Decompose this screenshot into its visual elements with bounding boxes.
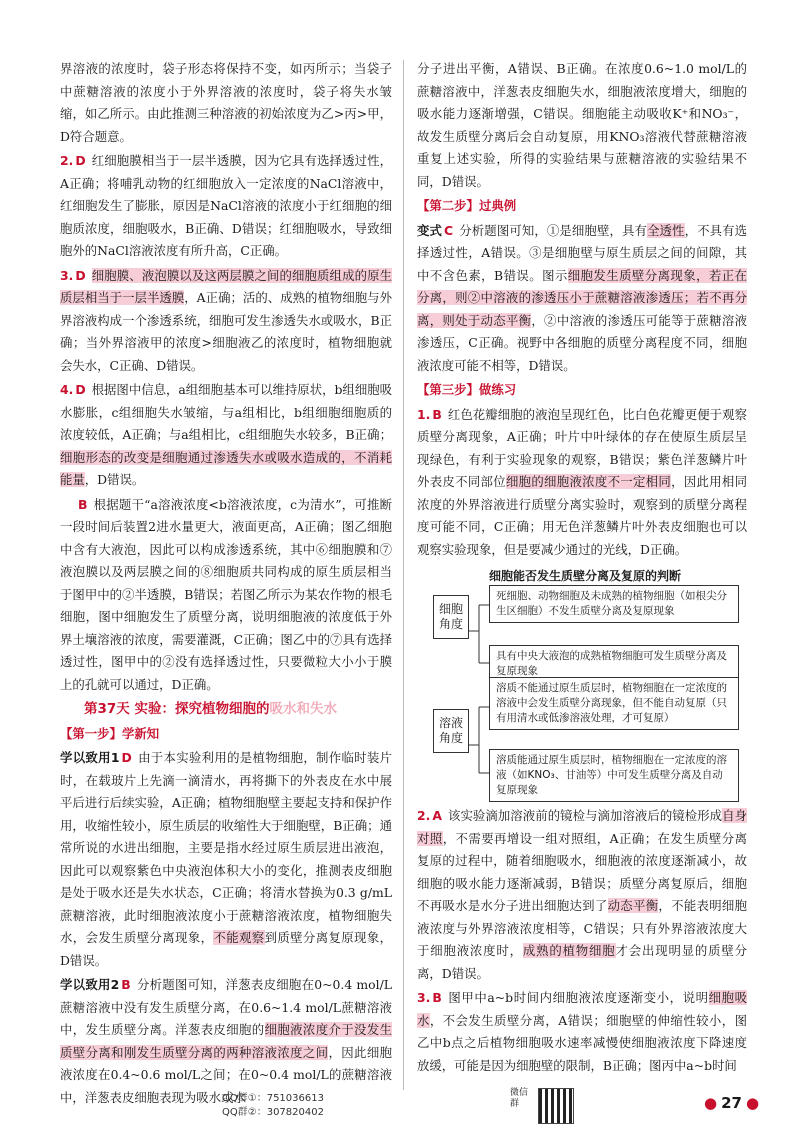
highlight: 动态平衡: [607, 898, 659, 913]
box-no-penetration: 溶质不能通过原生质层时，植物细胞在一定浓度的溶液中会发生质壁分离现象，但不能自动复原（只有用清水或低渗溶液处理，才可复原）: [489, 677, 739, 730]
tag-cell-angle: 细胞角度: [433, 595, 469, 639]
highlight: 细胞发生质壁分离现象，若正在分离，则②中溶液的渗透压小于蔗糖溶液渗透压；若不再分离，则处于动态平衡: [417, 267, 748, 328]
highlight: 细胞液浓度介于没发生质壁分离和刚发生质壁分离的两种溶液浓度之间: [60, 1022, 393, 1060]
paragraph-continued: 界溶液的浓度时，袋子形态将保持不变，如丙所示；当袋子中蔗糖溶液的浓度小于外界溶液的浓度时，袋子将失水皱缩，如乙所示。由此推测三种溶液的初始浓度为乙>丙>甲，D符合题意。: [60, 61, 392, 144]
column-divider: [403, 60, 404, 1090]
answer-q3: 3. D 细胞膜、液泡膜以及这两层膜之间的细胞质组成的原生质层相当于一层半透膜，A正确；活的、成熟的植物细胞与外界溶液构成一个渗透系统，细胞可发生渗透失水或吸水，B正确；当外界溶液甲的浓度>细胞液乙的浓度时，植物细胞就会失水，C正确、D错误。: [60, 267, 392, 373]
highlight: 自身对照: [417, 808, 748, 846]
answer-q1: 1. B 红色花瓣细胞的液泡呈现红色，比白色花瓣更便于观察质壁分离现象，A正确；叶片中叶绿体的存在使原生质层呈现绿色，有利于实验现象的观察，B错误；紫色洋葱鳞片叶外表皮不同部位细胞的细胞液浓度不一定相同，因此用相同浓度的外界溶液进行质壁分离实验时，观察到的质壁分离程度可能不同，C正确；用无色洋葱鳞片叶外表皮细胞也可以观察实验现象，但是要减少通过的光线，D正确。: [417, 406, 748, 557]
answer-q4: 4. D 根据图中信息，a组细胞基本可以维持原状，b组细胞吸水膨胀，c组细胞失水皱缩，与a组相比，b组细胞细胞质的浓度较低，A正确；与a组相比，c组细胞失水较多，B正确；细胞形态的改变是细胞通过渗透失水或吸水造成的，不消耗能量，D错误。: [60, 382, 392, 487]
example-2: 学以致用2 B 分析题图可知，洋葱表皮细胞在0~0.4 mol/L蔗糖溶液中没有发生质壁分离，在0.6~1.4 mol/L蔗糖溶液中，发生质壁分离。洋葱表皮细胞的细胞液浓度介于没发生质壁分离和刚发生质壁分离的两种溶液浓度之间，因此细胞液浓度在0.4~0.6 mol/L之间；在0~0.4 mol/L的蔗糖溶液中，洋葱表皮细胞表现为吸水或水: [60, 977, 393, 1105]
qr-code-icon: [538, 1088, 574, 1124]
box-dead-cells: 死细胞、动物细胞及未成熟的植物细胞（如根尖分生区细胞）不发生质壁分离及复原现象: [489, 585, 739, 623]
highlight: 不能观察: [213, 930, 265, 945]
variant-answer: 变式 C 分析题图可知，①是细胞壁，具有全透性，不具有选择透过性，A错误。③是细胞壁与原生质层之间的间隙，其中不含色素，B错误。图示细胞发生质壁分离现象，若正在分离，则②中溶液的渗透压小于蔗糖溶液渗透压；若不再分离，则处于动态平衡，②中溶液的渗透压可能等于蔗糖溶液渗透压，C正确。视野中各细胞的质壁分离程度不同，细胞液浓度可能不相等，D错误。: [417, 222, 748, 373]
highlight: 细胞形态的改变是细胞通过渗透失水或吸水造成的，不消耗能量: [60, 449, 392, 487]
highlight: 细胞吸水: [417, 990, 748, 1028]
left-column: [60, 58, 392, 1111]
tag-solution-angle: 溶液角度: [433, 709, 469, 753]
answer-q2: 2. D 红细胞膜相当于一层半透膜，因为它具有选择透过性，A正确；将哺乳动物的红细胞放入一定浓度的NaCl溶液中，红细胞发生了膨胀，原因是NaCl溶液的浓度小于红细胞的细胞质浓度，细胞吸水，B正确、D错误；红细胞吸水，导致细胞外的NaCl溶液浓度有所升高，C正确。: [60, 153, 392, 258]
page-number: ● 27 ●: [704, 1094, 760, 1112]
step-heading-2: 【第二步】过典例: [417, 198, 517, 213]
qq-group-2: QQ群②：307820402: [222, 1107, 324, 1118]
footer-qq-groups: [222, 1092, 324, 1120]
answer-q2: 2. A 该实验滴加溶液前的镜检与滴加溶液后的镜检形成自身对照，不需要再增设一组对照组，A正确；在发生质壁分离复原的过程中，随着细胞吸水，细胞液的浓度逐渐减小，故细胞的吸水能力逐渐减弱，B错误；质壁分离复原后，细胞不再吸水是水分子进出细胞达到了动态平衡，不能表明细胞液浓度与外界溶液浓度相等，C错误；只有外界溶液浓度大于细胞液浓度时，成熟的植物细胞才会出现明显的质壁分离，D错误。: [417, 808, 748, 981]
highlight: 细胞膜、液泡膜以及这两层膜之间的细胞质组成的原生质层相当于一层半透膜: [60, 267, 392, 305]
judgment-diagram: [417, 565, 747, 801]
diagram-title: 细胞能否发生质壁分离及复原的判断: [489, 569, 682, 583]
right-column: [417, 58, 747, 1079]
step-heading-1: 【第一步】学新知: [60, 725, 160, 741]
highlight: 细胞的细胞液浓度不一定相同: [505, 474, 672, 489]
answer-q3: 3. B 图甲中a~b时间内细胞液浓度逐渐变小，说明细胞吸水，不会发生质壁分离，A错误；细胞壁的伸缩性较小，图乙中b点之后植物细胞吸水速率减慢使细胞液浓度下降速度放缓，可能是因为细胞壁的限制，B正确；图丙中a~b时间: [417, 990, 748, 1073]
qq-group-1: QQ群①：751036613: [222, 1093, 324, 1104]
paragraph-continued: 分子进出平衡，A错误、B正确。在浓度0.6~1.0 mol/L的蔗糖溶液中，洋葱表皮细胞失水，细胞液浓度增大，细胞的吸水能力逐渐增强，C错误。细胞能主动吸收K⁺和NO₃⁻，故发生质壁分离后会自动复原，用KNO₃溶液代替蔗糖溶液重复上述实验，所得的实验结果与蔗糖溶液的实验结果不同，D错误。: [417, 61, 747, 189]
step-heading-3: 【第三步】做练习: [417, 382, 517, 397]
dot-icon: ●: [745, 1094, 760, 1112]
day-title: 第37天 实验：探究植物细胞的吸水和失水: [84, 701, 337, 717]
box-penetration: 溶质能通过原生质层时，植物细胞在一定浓度的溶液（如KNO₃、甘油等）中可发生质壁分离及自动复原现象: [489, 749, 739, 802]
example-1: 学以致用1 D 由于本实验利用的是植物细胞，制作临时装片时，在载玻片上先滴一滴清水，再将撕下的外表皮在水中展平后进行后续实验，A正确；植物细胞壁主要起支持和保护作用，收缩性较小，原生质层的收缩性大于细胞壁，B正确；通常所说的水进出细胞，主要是指水经过原生质层进出液泡，因此可以观察紫色中央液泡体积大小的变化，推测表皮细胞是处于吸水还是失水状态，C正确；将清水替换为0.3 g/mL蔗糖溶液，此时细胞液浓度小于蔗糖溶液浓度，植物细胞失水，会发生质壁分离现象，不能观察到质壁分离复原现象，D错误。: [60, 750, 393, 968]
box-mature-cells: 具有中央大液泡的成熟植物细胞可发生质壁分离及复原现象: [489, 645, 739, 683]
answer-q5: B 根据题干“a溶液浓度<b溶液浓度，c为清水”，可推断一段时间后装置2进水量更大，液面更高，A正确；图乙细胞中含有大液泡，因此可以构成渗透系统，其中⑥细胞膜和⑦液泡膜以及两层膜之间的⑧细胞质共同构成的原生质层相当于图甲中的②半透膜，B错误；若图乙所示为某农作物的根毛细胞，图中细胞发生了质壁分离，说明细胞液的浓度低于外界土壤溶液的浓度，需要灌溉，C正确；图乙中的⑦具有选择透过性，图甲中的②没有选择透过性，只要微粒大小小于膜上的孔就可以通过，D正确。: [60, 496, 392, 692]
highlight: 全透性: [647, 222, 685, 238]
wechat-group-label: 微信群: [510, 1088, 529, 1109]
highlight: 成熟的植物细胞: [522, 943, 616, 958]
dot-icon: ●: [704, 1094, 718, 1112]
